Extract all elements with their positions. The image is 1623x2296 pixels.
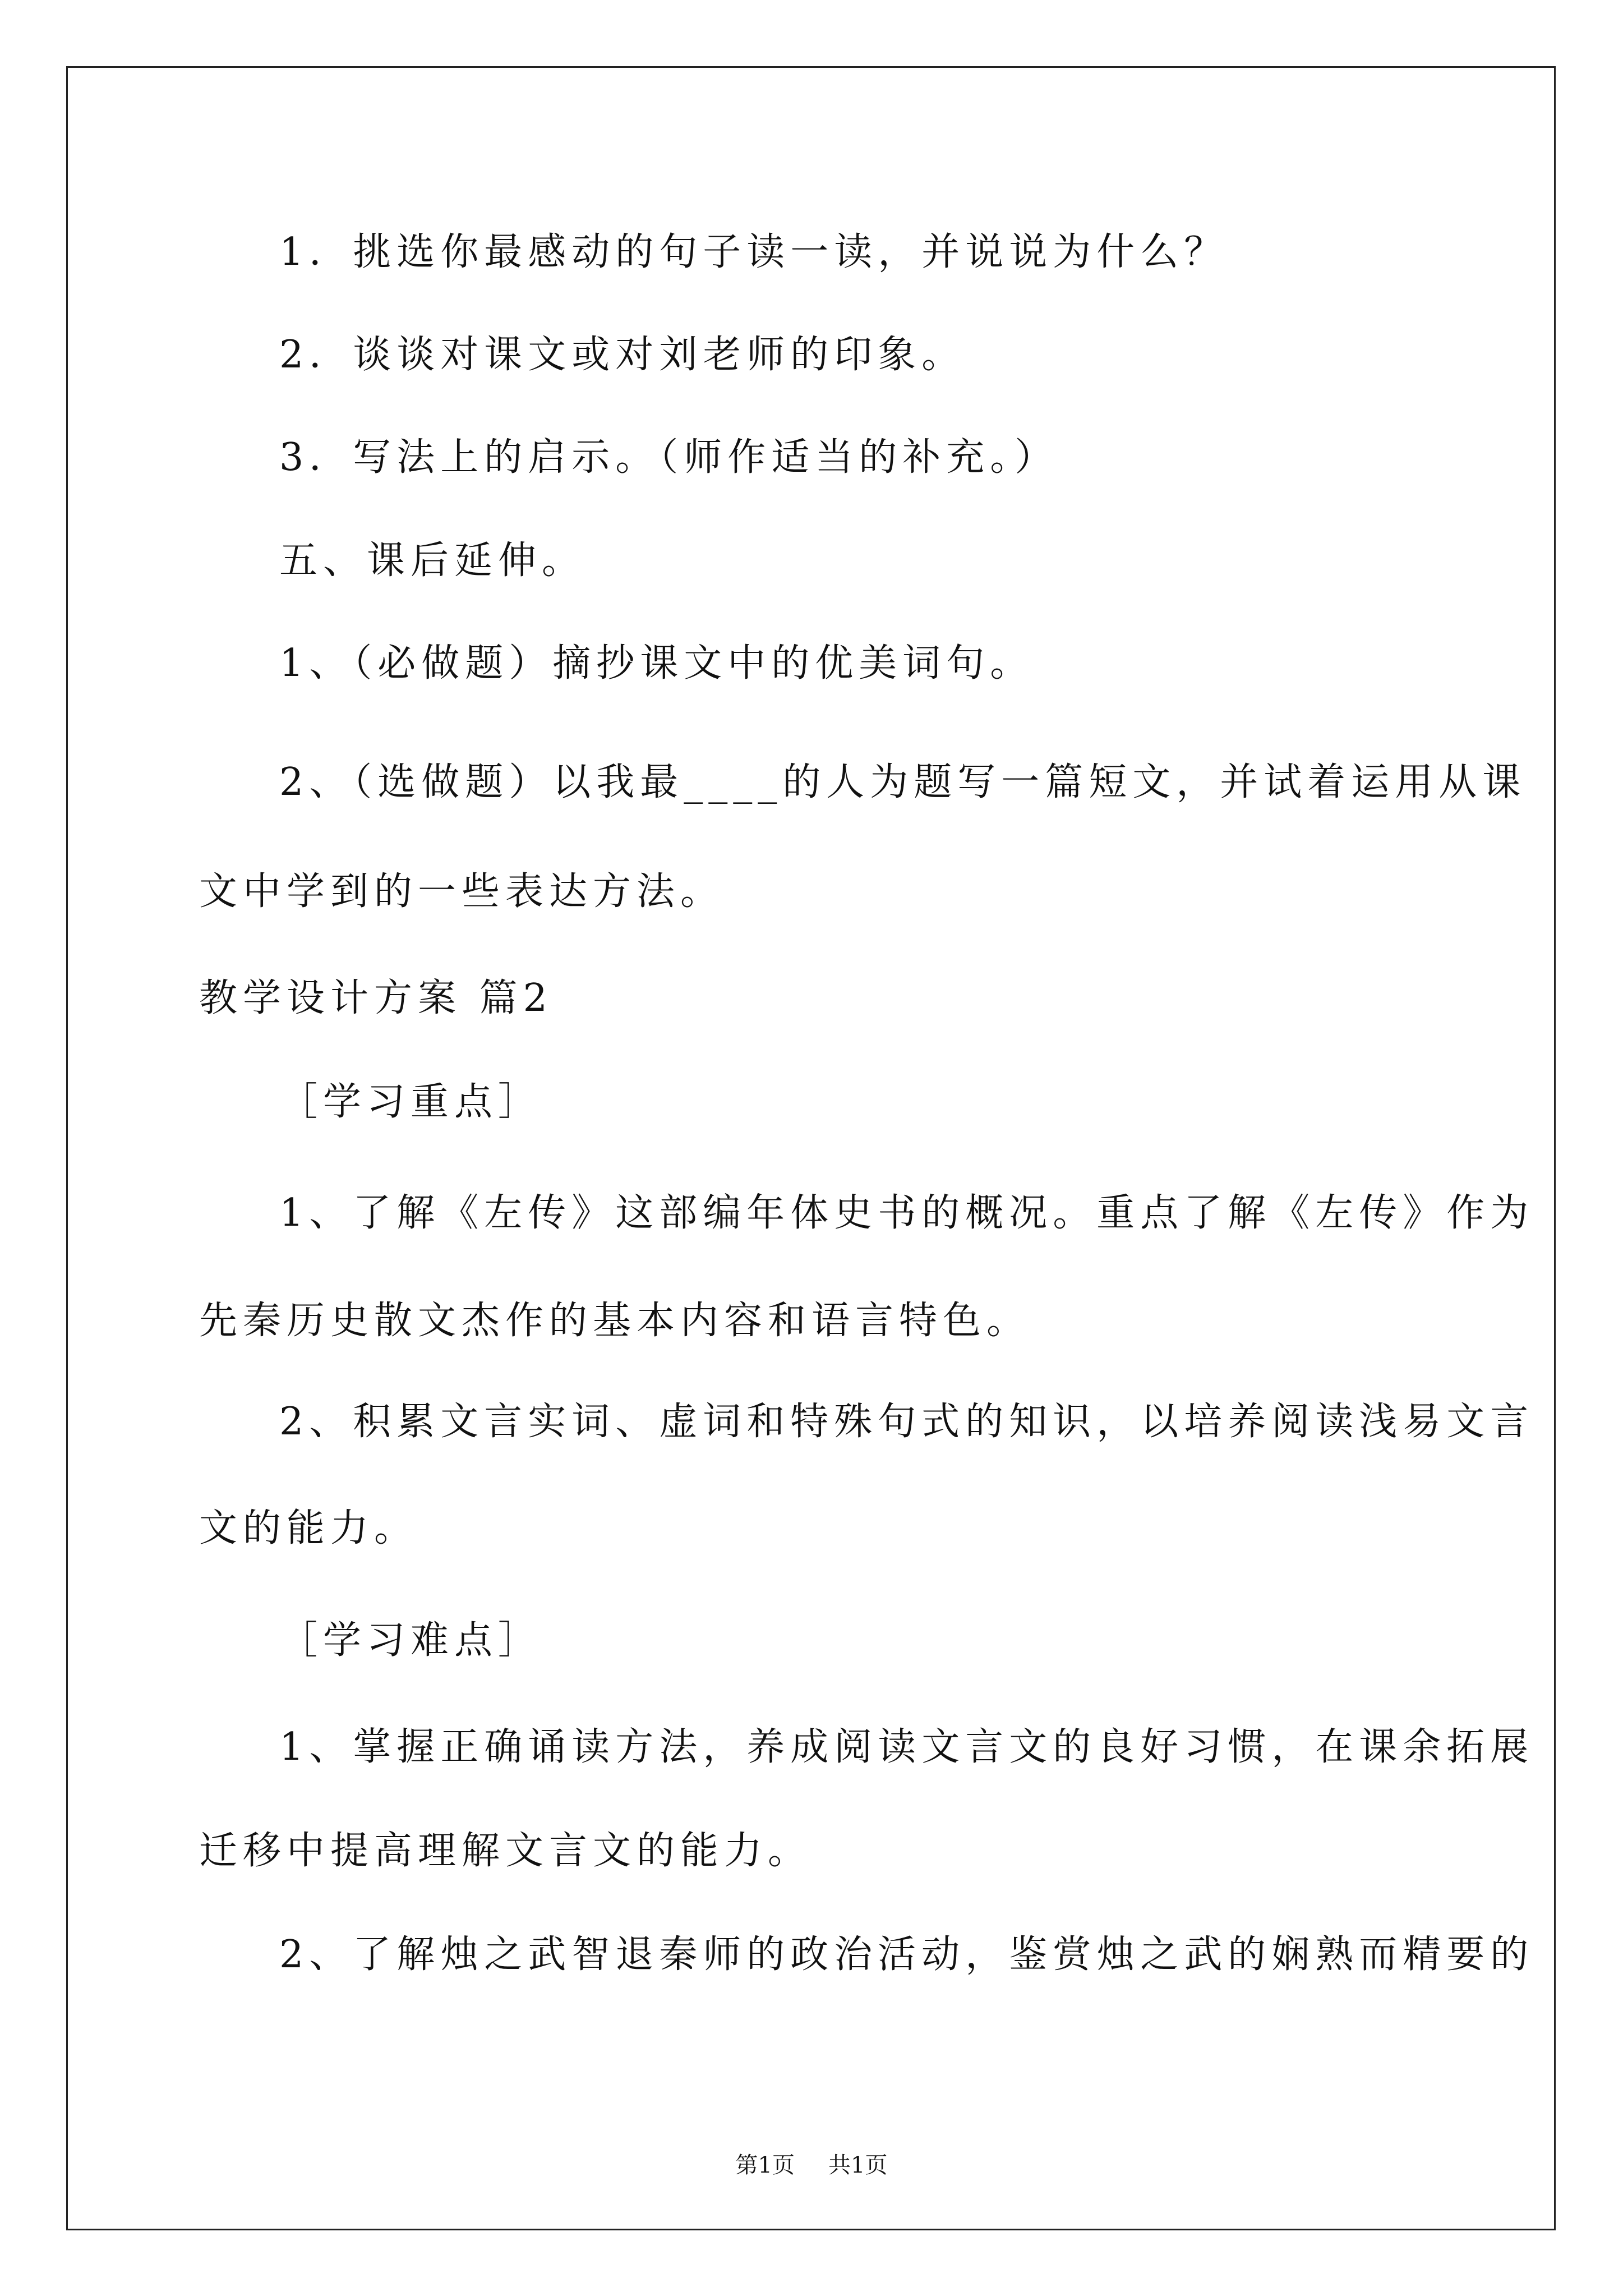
document-line: 2、（选做题）以我最____的人为题写一篇短文，并试着运用从课 [279, 760, 1527, 804]
document-line: 2、了解烛之武智退秦师的政治活动，鉴赏烛之武的娴熟而精要的 [279, 1932, 1534, 1977]
page-border [66, 66, 1556, 2230]
document-line: 1、了解《左传》这部编年体史书的概况。重点了解《左传》作为 [279, 1191, 1534, 1235]
subheading: ［学习难点］ [279, 1618, 542, 1663]
document-line: 文的能力。 [199, 1506, 418, 1550]
document-line: 1、（必做题）摘抄课文中的优美词句。 [279, 641, 1034, 685]
document-line: 迁移中提高理解文言文的能力。 [199, 1829, 812, 1873]
document-line: 3．写法上的启示。（师作适当的补充。） [279, 435, 1059, 480]
document-line: 先秦历史散文杰作的基本内容和语言特色。 [199, 1299, 1031, 1343]
document-line: 五、课后延伸。 [279, 539, 586, 583]
section-title: 教学设计方案 篇2 [199, 976, 553, 1020]
subheading: ［学习重点］ [279, 1080, 542, 1124]
page-number: 第1页 [735, 2152, 795, 2178]
document-line: 2、积累文言实词、虚词和特殊句式的知识，以培养阅读浅易文言 [279, 1400, 1534, 1444]
page-footer [0, 2148, 1623, 2182]
document-line: 文中学到的一些表达方法。 [199, 869, 725, 914]
document-line: 1．挑选你最感动的句子读一读，并说说为什么？ [279, 230, 1228, 274]
document-line: 2．谈谈对课文或对刘老师的印象。 [279, 333, 966, 377]
page-total: 共1页 [828, 2152, 888, 2178]
document-line: 1、掌握正确诵读方法，养成阅读文言文的良好习惯，在课余拓展 [279, 1725, 1534, 1769]
